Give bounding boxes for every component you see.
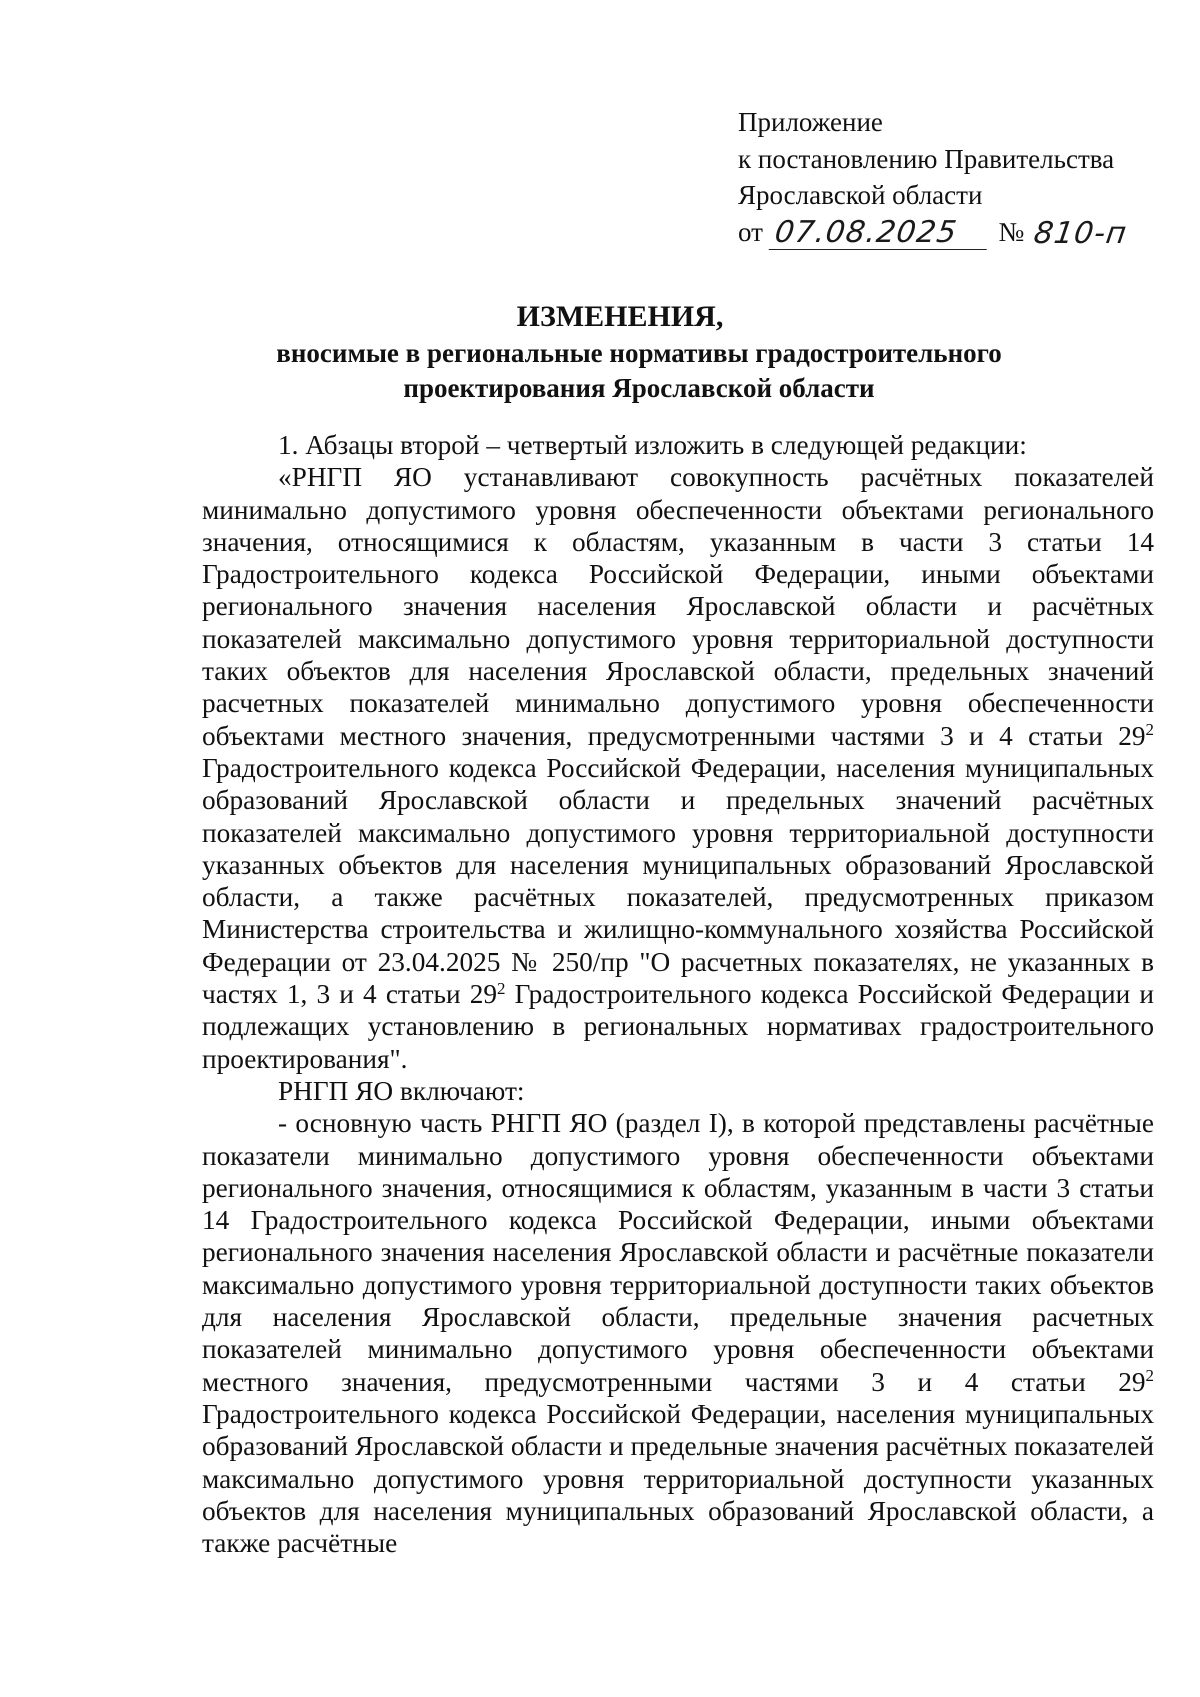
paragraph-4-text-b: Градостроительного кодекса Российской Федерации, населения муниципальных образований Ярославской области и предельные значения расчётных показателей максимально допустимого уровня территориальной доступности указанных объектов для населения муниципальных образований Ярославской области, а также расчётные bbox=[202, 1398, 1154, 1559]
handwritten-number: 810-п bbox=[1031, 216, 1130, 251]
document-title: ИЗМЕНЕНИЯ, bbox=[516, 300, 724, 333]
superscript: 2 bbox=[1145, 1366, 1154, 1386]
paragraph-4 bbox=[202, 1107, 1154, 1559]
paragraph-4-text-a: - основную часть РНГП ЯО (раздел I), в которой представлены расчётные показатели минимально допустимого уровня обеспеченности объектами регионального значения, относящимися к областям, указанным в части 3 статьи 14 Градостроительного кодекса Российской Федерации, иными объектами регионального значения населения Ярославской области и расчётные показатели максимально допустимого уровня территориальной доступности таких объектов для населения Ярославской области, предельные значения расчетных показателей минимально допустимого уровня обеспеченности объектами местного значения, предусмотренными частями 3 и 4 статьи 29 bbox=[202, 1108, 1154, 1397]
paragraph-3-text: РНГП ЯО включают: bbox=[278, 1075, 525, 1106]
superscript: 2 bbox=[1145, 720, 1154, 740]
appendix-date-number-line bbox=[738, 214, 1158, 251]
appendix-header bbox=[738, 104, 1158, 250]
document-body bbox=[202, 429, 1154, 1559]
paragraph-2 bbox=[202, 461, 1154, 1075]
appendix-resolution-ref: к постановлению Правительства bbox=[738, 143, 1115, 174]
superscript: 2 bbox=[497, 978, 506, 998]
appendix-label: Приложение bbox=[738, 107, 883, 137]
document-heading bbox=[0, 298, 1200, 406]
paragraph-2-text-a: «РНГП ЯО устанавливают совокупность расчётных показателей минимально допустимого уровня обеспеченности объектами регионального значения, относящимися к областям, указанным в части 3 статьи 14 Градостроительного кодекса Российской Федерации, иными объектами регионального значения населения Ярославской области и расчётных показателей максимально допустимого уровня территориальной доступности таких объектов для населения Ярославской области, предельных значений расчетных показателей минимально допустимого уровня обеспеченности объектами местного значения, предусмотренными частями 3 и 4 статьи 29 bbox=[202, 462, 1154, 751]
paragraph-2-text-b: Градостроительного кодекса Российской Федерации, населения муниципальных образований Ярославской области и предельных значений расчётных показателей максимально допустимого уровня территориальной доступности указанных объектов для населения муниципальных образований Ярославской области, а также расчётных показателей, предусмотренных приказом Министерства строительства и жилищно-коммунального хозяйства Российской Федерации от 23.04.2025 № 250/пр "О расчетных показателях, не указанных в частях 1, 3 и 4 статьи 29 bbox=[202, 752, 1154, 1010]
appendix-region: Ярославской области bbox=[738, 180, 983, 210]
document-subtitle: вносимые в региональные нормативы градостроительного проектирования Ярославской области bbox=[276, 338, 1002, 403]
paragraph-1-text: 1. Абзацы второй – четвертый изложить в следующей редакции: bbox=[278, 430, 1027, 460]
paragraph-3 bbox=[202, 1075, 1154, 1107]
paragraph-2-text-c: Градостроительного кодекса Российской Федерации и подлежащих установлению в региональных нормативах градостроительного проектирования". bbox=[202, 979, 1154, 1074]
date-prefix: от bbox=[738, 216, 763, 247]
paragraph-1 bbox=[202, 429, 1154, 461]
number-prefix: № bbox=[998, 216, 1025, 247]
handwritten-date: 07.08.2025 bbox=[769, 217, 991, 250]
